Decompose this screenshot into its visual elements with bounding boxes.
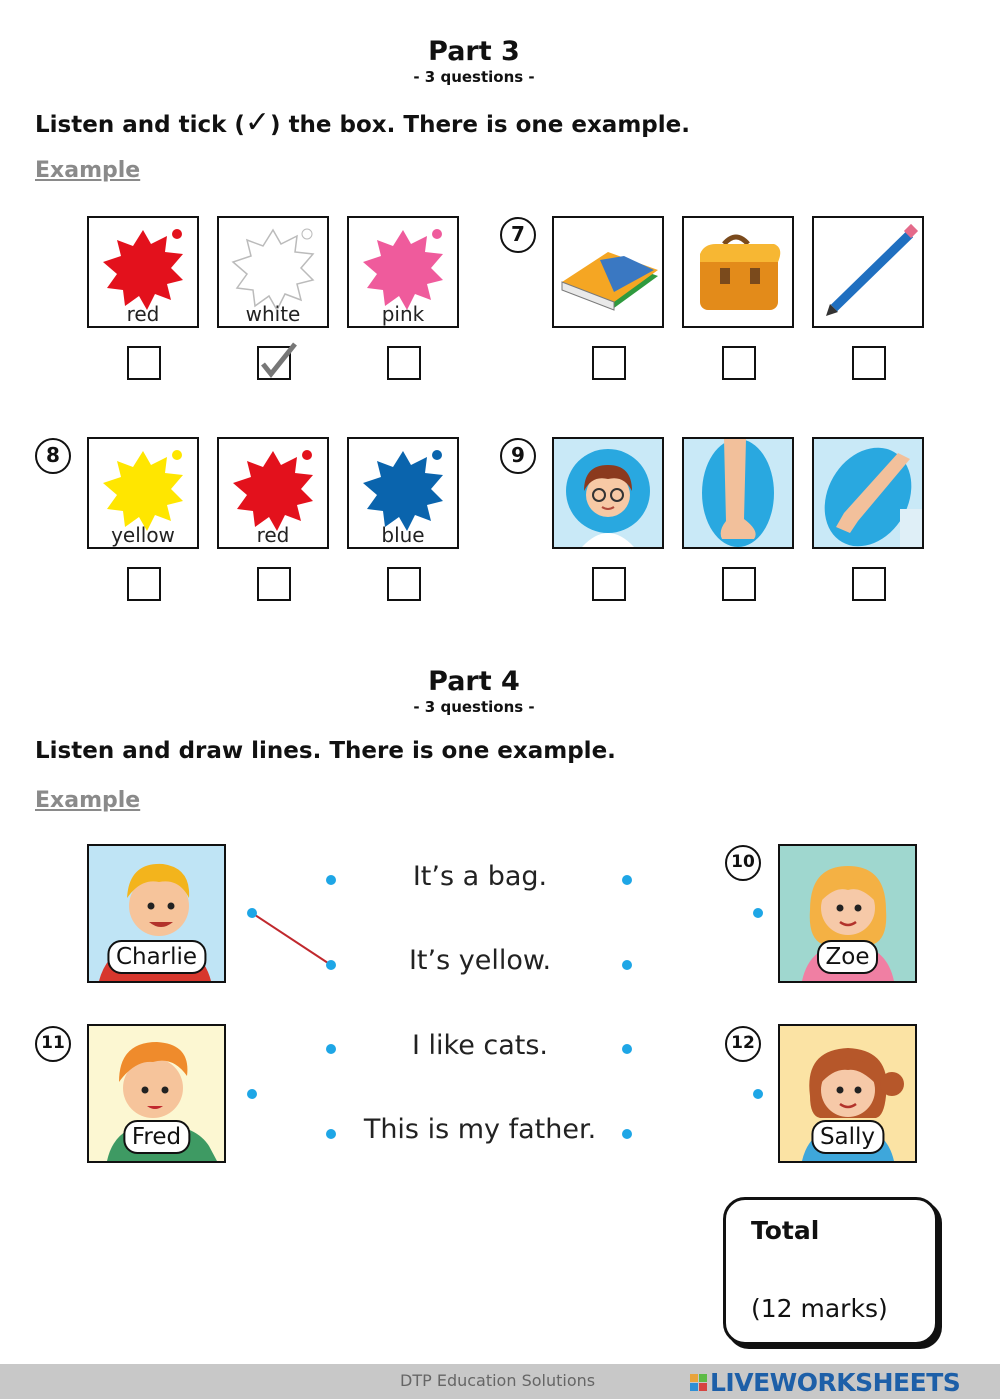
part3-instruction: Listen and tick (✓) the box. There is one example.	[35, 105, 690, 140]
sally-dot[interactable]	[753, 1089, 763, 1099]
question-7-number: 7	[500, 217, 536, 253]
child-name-label: Fred	[123, 1120, 190, 1154]
question-11-number: 11	[35, 1026, 71, 1062]
sentence-right-dot[interactable]	[622, 875, 632, 885]
sentence-right-dot[interactable]	[622, 960, 632, 970]
fred-dot[interactable]	[247, 1089, 257, 1099]
option-label: red	[256, 523, 290, 547]
sentence-left-dot[interactable]	[326, 875, 336, 885]
part4-subtitle: - 3 questions -	[413, 698, 535, 716]
part3-subtitle: - 3 questions -	[413, 68, 535, 86]
zoe-dot[interactable]	[753, 908, 763, 918]
question-10-number: 10	[725, 845, 761, 881]
sentence-left-dot[interactable]	[326, 960, 336, 970]
sentence-left-dot[interactable]	[326, 1044, 336, 1054]
question-8-number: 8	[35, 438, 71, 474]
footer-bar	[0, 1364, 1000, 1399]
sentence-father: This is my father.	[363, 1114, 597, 1145]
child-name-label: Sally	[811, 1120, 884, 1154]
liveworksheets-logo[interactable]	[690, 1368, 960, 1397]
question-12-number: 12	[725, 1026, 761, 1062]
logo-text: LIVEWORKSHEETS	[710, 1368, 961, 1397]
option-label: red	[126, 302, 160, 326]
part4-title: Part 4	[428, 666, 520, 697]
total-box	[723, 1197, 938, 1345]
total-title: Total	[751, 1216, 820, 1245]
sentence-yellow: It’s yellow.	[408, 945, 552, 976]
sentence-right-dot[interactable]	[622, 1044, 632, 1054]
tick-icon: ✓	[244, 105, 271, 140]
part4-instruction: Listen and draw lines. There is one example.	[35, 738, 616, 764]
logo-icon	[690, 1374, 707, 1391]
part3-title: Part 3	[428, 36, 520, 67]
child-name-label: Charlie	[107, 940, 206, 974]
option-label: white	[245, 302, 301, 326]
sentence-right-dot[interactable]	[622, 1129, 632, 1139]
charlie-dot[interactable]	[247, 908, 257, 918]
option-label: blue	[381, 523, 425, 547]
total-marks: (12 marks)	[751, 1294, 888, 1323]
sentence-cats: I like cats.	[411, 1030, 549, 1061]
question-9-number: 9	[500, 438, 536, 474]
part4-example-label: Example	[35, 788, 141, 813]
option-label: pink	[381, 302, 425, 326]
sentence-bag: It’s a bag.	[412, 861, 548, 892]
option-label: yellow	[111, 523, 175, 547]
part3-example-label: Example	[35, 158, 141, 183]
sentence-left-dot[interactable]	[326, 1129, 336, 1139]
child-name-label: Zoe	[817, 940, 879, 974]
footer-credit: DTP Education Solutions	[400, 1371, 596, 1390]
